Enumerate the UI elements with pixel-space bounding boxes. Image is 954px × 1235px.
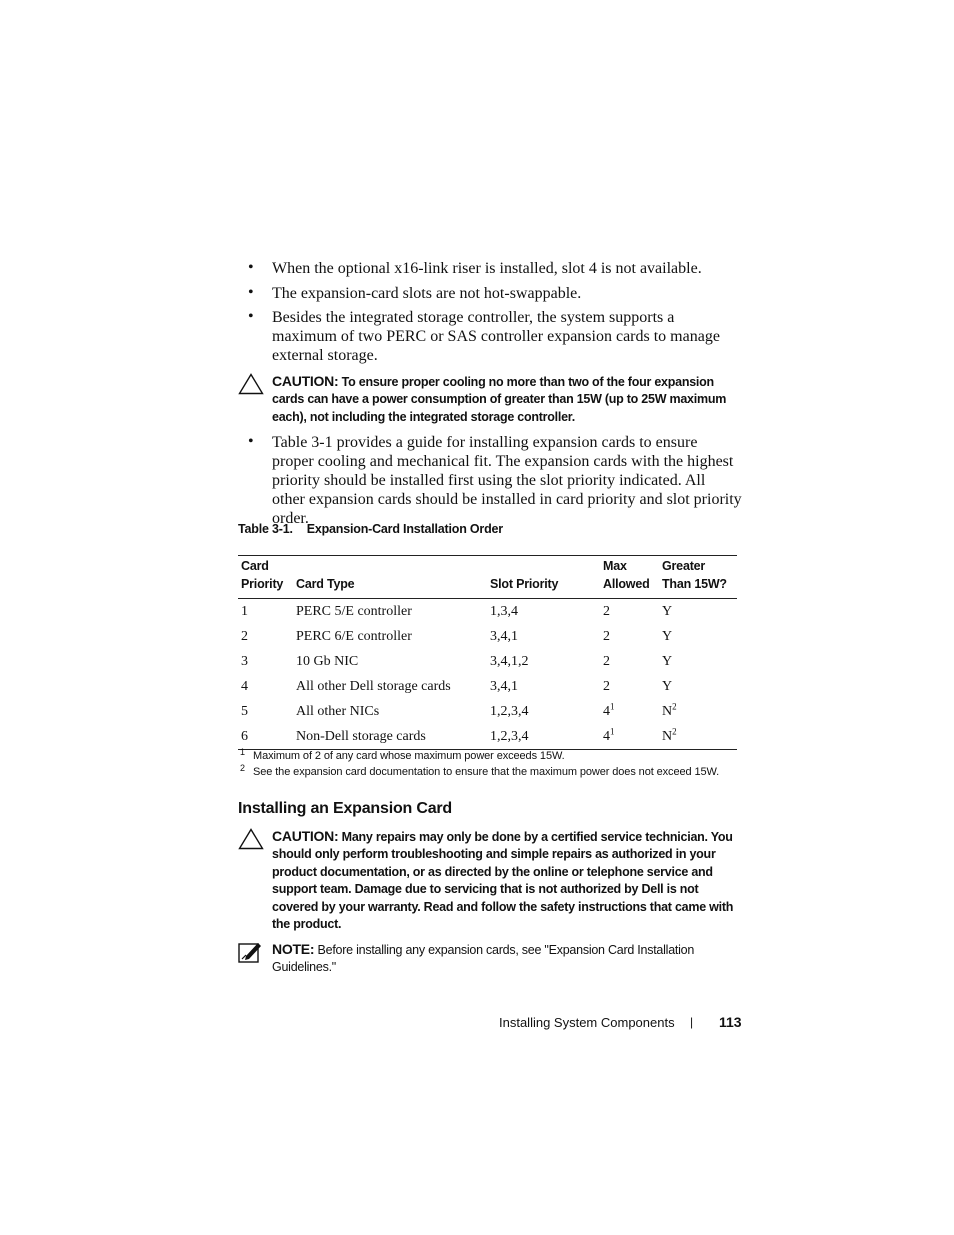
caution-triangle-icon: [238, 828, 264, 850]
page-number: 113: [719, 1014, 742, 1030]
section-heading: Installing an Expansion Card: [238, 800, 452, 817]
footnote-ref: 1: [610, 700, 615, 711]
footnote-ref: 1: [610, 725, 615, 736]
table-caption: [238, 522, 503, 536]
footnote-text: Maximum of 2 of any card whose maximum power exceeds 15W.: [253, 750, 565, 762]
cell-card-type: PERC 6/E controller: [296, 628, 412, 644]
cell-priority: 5: [241, 703, 248, 719]
caution-label: CAUTION:: [272, 373, 339, 389]
table-row: [238, 674, 737, 699]
cell-card-type: All other NICs: [296, 703, 380, 719]
caution-repairs-text: [272, 828, 738, 933]
caution-cooling-text: [272, 373, 738, 426]
cell-card-type: All other Dell storage cards: [296, 678, 451, 694]
caution-cooling: [238, 373, 738, 426]
header-card-priority: Card Priority: [238, 556, 293, 599]
footnote-text: See the expansion card documentation to ensure that the maximum power does not exceed 15W.: [253, 766, 720, 778]
cell-card-type: PERC 5/E controller: [296, 603, 412, 619]
caution-cooling-body: To ensure proper cooling no more than two of the four expansion cards can have a power consumption of greater than 15W (up to 25W maximum each), not including the integrated storage controller.: [272, 375, 727, 424]
cell-slot-priority: 1,2,3,4: [487, 724, 600, 750]
table-footnote-1: [240, 747, 565, 762]
bullet-text-riser: When the optional x16-link riser is installed, slot 4 is not available.: [272, 260, 702, 277]
expansion-card-table: [238, 555, 737, 750]
footnote-ref: 2: [672, 700, 677, 711]
note-expansion-guidelines: [238, 941, 738, 977]
cell-priority: 6: [238, 724, 293, 750]
bullet-marker: •: [248, 433, 254, 450]
caution-triangle-icon: [238, 373, 264, 395]
caution-label: CAUTION:: [272, 828, 339, 844]
cell-max-allowed: 2: [603, 653, 610, 669]
footnote-mark: 1: [240, 747, 245, 757]
cell-priority: 2: [241, 628, 248, 644]
cell-max-allowed: 2: [603, 603, 610, 619]
note-pencil-icon: [238, 941, 262, 963]
note-text: [272, 941, 738, 977]
header-slot-priority: Slot Priority: [487, 556, 600, 599]
table-header-row: [238, 556, 737, 599]
table-caption-title: Expansion-Card Installation Order: [306, 522, 503, 536]
caution-repairs-body: Many repairs may only be done by a certified service technician. You should only perform troubleshooting and simple repairs as authorized in your product documentation, or as directed by the online or telephone service and support team. Damage due to servicing that is not authorized by Dell is not covered by your warranty. Read and follow the safety instructions that came with the product.: [272, 830, 734, 932]
footer-chapter-title: Installing System Components: [499, 1015, 675, 1030]
table-footnote-2: [240, 763, 720, 778]
note-label: NOTE:: [272, 941, 315, 957]
table-row: [238, 599, 737, 625]
cell-greater-than-15w: Y: [662, 603, 673, 619]
table-row: [238, 724, 737, 750]
table-row: [238, 624, 737, 649]
footnote-mark: 2: [240, 763, 245, 773]
cell-slot-priority: 3,4,1: [490, 628, 518, 644]
cell-slot-priority: 3,4,1: [490, 678, 518, 694]
cell-max-allowed: $4^1$: [600, 724, 659, 750]
cell-slot-priority: 1,3,4: [490, 603, 518, 619]
bullet-text-table-guide: Table 3-1 provides a guide for installing expansion cards to ensure proper cooling and mechanical fit. The expansion cards with the highest priority should be installed first using the slot priority indicated. All other expansion cards should be installed in card priority and slot priority order.: [272, 434, 742, 527]
cell-priority: 3: [241, 653, 248, 669]
cell-card-type: 10 Gb NIC: [296, 653, 359, 669]
bullet-text-hot-swap: The expansion-card slots are not hot-swappable.: [272, 285, 582, 302]
cell-priority: 4: [241, 678, 248, 694]
cell-max-allowed: 2: [603, 678, 610, 694]
header-greater-than-15w: Greater Than 15W?: [659, 556, 737, 599]
cell-greater-than-15w: Y: [662, 653, 673, 669]
table-row: [238, 649, 737, 674]
cell-card-type: Non-Dell storage cards: [293, 724, 487, 750]
cell-max-allowed: 2: [603, 628, 610, 644]
cell-priority: 1: [241, 603, 248, 619]
header-card-type: Card Type: [293, 556, 487, 599]
footer-separator: |: [690, 1015, 694, 1029]
footnote-ref: 2: [672, 725, 677, 736]
cell-greater-than-15w: Y: [662, 678, 673, 694]
cell-slot-priority: 3,4,1,2: [490, 653, 529, 669]
cell-greater-than-15w: Y: [662, 628, 673, 644]
bullet-text-storage-controller: Besides the integrated storage controller, the system supports a maximum of two PERC or SAS controller expansion cards to manage external storage.: [272, 309, 720, 364]
bullet-marker: •: [248, 259, 254, 276]
table-row: [238, 699, 737, 724]
cell-max-allowed: $4^1$: [603, 700, 615, 719]
table-caption-number: Table 3-1.: [238, 522, 293, 536]
cell-slot-priority: 1,2,3,4: [490, 703, 529, 719]
bullet-marker: •: [248, 308, 254, 325]
note-body: Before installing any expansion cards, see "Expansion Card Installation Guidelines.": [272, 943, 695, 975]
bullet-marker: •: [248, 284, 254, 301]
header-max-allowed: Max Allowed: [600, 556, 659, 599]
caution-repairs: [238, 828, 738, 933]
cell-greater-than-15w: $N^2$: [662, 700, 677, 719]
cell-greater-than-15w: $N^2$: [659, 724, 737, 750]
